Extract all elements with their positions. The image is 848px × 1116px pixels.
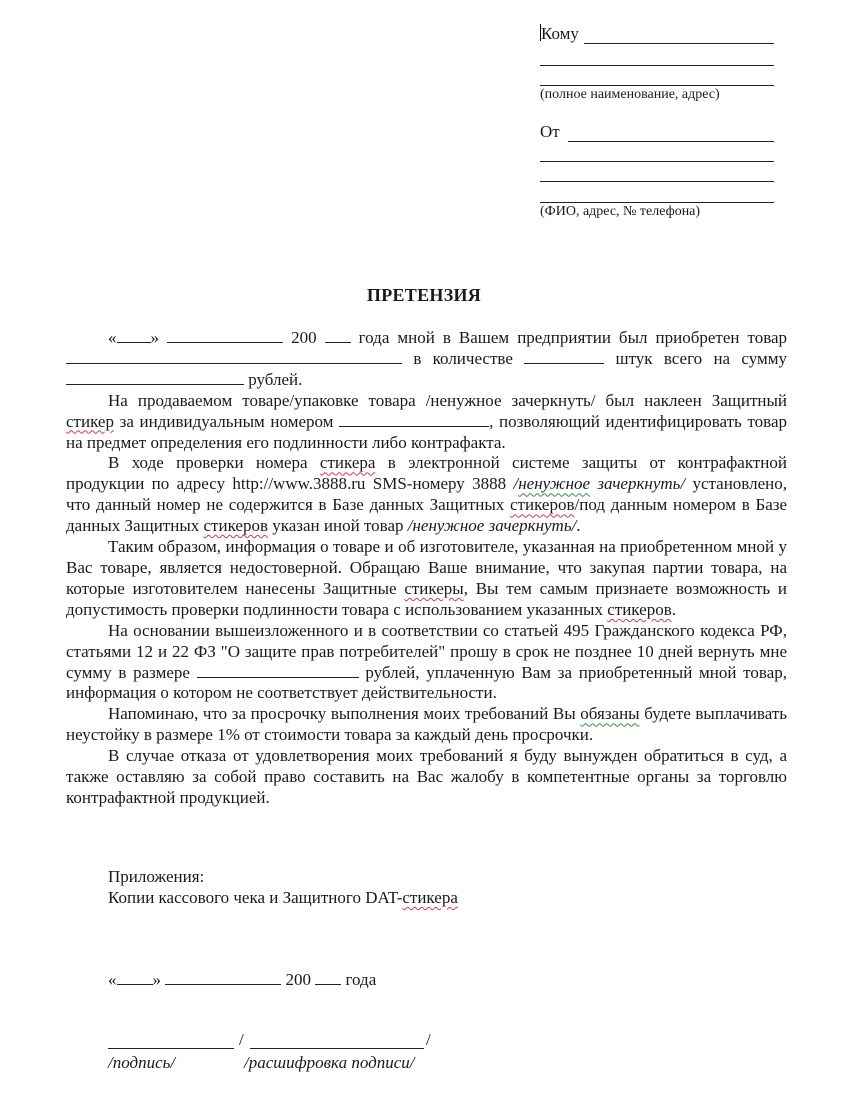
product-blank[interactable] <box>66 349 402 364</box>
document-body <box>66 328 787 809</box>
spellcheck-word: стикеров <box>510 495 575 515</box>
spellcheck-word: стикеров <box>203 516 268 536</box>
attachments-block <box>108 866 458 908</box>
paragraph-sticker: На продаваемом товаре/упаковке товара /ненужное зачеркнуть/ был наклеен Защитный стикер за индивидуальным номером , позволяющий идентифицировать товар на предмет определения его подлинности либо контрафакта. <box>66 390 787 452</box>
quantity-blank[interactable] <box>524 349 604 364</box>
addressee-block <box>540 20 774 220</box>
to-field[interactable] <box>540 22 774 44</box>
refund-amount-blank[interactable] <box>197 663 359 678</box>
from-label: От <box>540 123 564 140</box>
spellcheck-word: стикеров <box>607 599 672 619</box>
from-field[interactable] <box>540 120 774 142</box>
paragraph-demand: На основании вышеизложенного и в соответствии со статьей 495 Гражданского кодекса РФ, статьями 12 и 22 ФЗ "О защите прав потребителей" прошу в срок не позднее 10 дней вернуть мне сумму в размере рублей, уплаченную Вам за приобретенный мной товар, информация о котором не соответствует действительности. <box>66 620 787 703</box>
to-line-2[interactable] <box>540 44 774 66</box>
signature-caption: /подпись/ <box>108 1053 176 1072</box>
spellcheck-word: стикеры <box>404 578 464 598</box>
signature-decode-blank[interactable] <box>250 1034 424 1049</box>
from-line-3[interactable] <box>540 160 774 182</box>
paragraph-penalty: Напоминаю, что за просрочку выполнения моих требований Вы обязаны будете выплачивать неустойку в размере 1% от стоимости товара за каждый день просрочки. <box>66 704 788 745</box>
paragraph-conclusion: Таким образом, информация о товаре и об изготовителе, указанная на приобретенном мной у Вас товаре, является недостоверной. Обращаю Ваше внимание, что закупая партии товара, на которые изготовителем нанесены Защитные стикеры, Вы тем самым признаете возможность и допустимость проверки подлинности товара с использованием указанных стикеров. <box>66 537 787 619</box>
signature-row: / / <box>108 1030 438 1052</box>
grammar-word: обязаны <box>580 704 640 724</box>
from-line-4[interactable] <box>540 181 774 203</box>
attachments-item: Копии кассового чека и Защитного DAT-стикера <box>108 888 458 907</box>
signature-blank[interactable] <box>108 1034 234 1049</box>
from-line-2[interactable] <box>540 140 774 162</box>
document-title: ПРЕТЕНЗИЯ <box>366 285 482 305</box>
to-label: Кому <box>541 24 579 43</box>
to-caption: (полное наименование, адрес) <box>540 87 720 102</box>
sticker-number-blank[interactable] <box>339 412 489 427</box>
day-blank[interactable] <box>117 328 151 343</box>
from-caption: (ФИО, адрес, № телефона) <box>540 204 701 219</box>
spellcheck-word: стикер <box>66 411 114 431</box>
paragraph-purchase: « » 200 года мной в Вашем предприятии был приобретен товар в количестве штук всего на сумму рублей. <box>66 328 787 391</box>
sum-blank[interactable] <box>66 370 244 385</box>
grammar-word: ненужное <box>518 474 591 494</box>
sign-day-blank[interactable] <box>117 970 153 985</box>
paragraph-court: В случае отказа от удовлетворения моих требований я буду вынужден обратиться в суд, а также оставляю за собой право составить на Вас жалобу в компетентные органы за торговлю контрафактной продукцией. <box>66 746 787 807</box>
to-line-3[interactable] <box>540 64 774 86</box>
sign-month-blank[interactable] <box>165 970 281 985</box>
paragraph-verification: В ходе проверки номера стикера в электронной системе защиты от контрафактной продукции по адресу http://www.3888.ru SMS-номеру 3888 /ненужное зачеркнуть/ установлено, что данный номер не содержится в Базе данных Защитных стикеров/под данным номером в Базе данных Защитных стикеров указан иной товар /ненужное зачеркнуть/. <box>66 453 788 536</box>
signature-date: « » 200 года <box>108 970 377 989</box>
spellcheck-word: стикера <box>319 453 376 473</box>
sign-year-blank[interactable] <box>315 970 341 985</box>
month-blank[interactable] <box>167 328 283 343</box>
spellcheck-word: стикера <box>402 888 458 907</box>
year-blank[interactable] <box>325 328 351 343</box>
attachments-label: Приложения: <box>108 867 205 886</box>
signature-decode-caption: /расшифровка подписи/ <box>244 1053 415 1072</box>
